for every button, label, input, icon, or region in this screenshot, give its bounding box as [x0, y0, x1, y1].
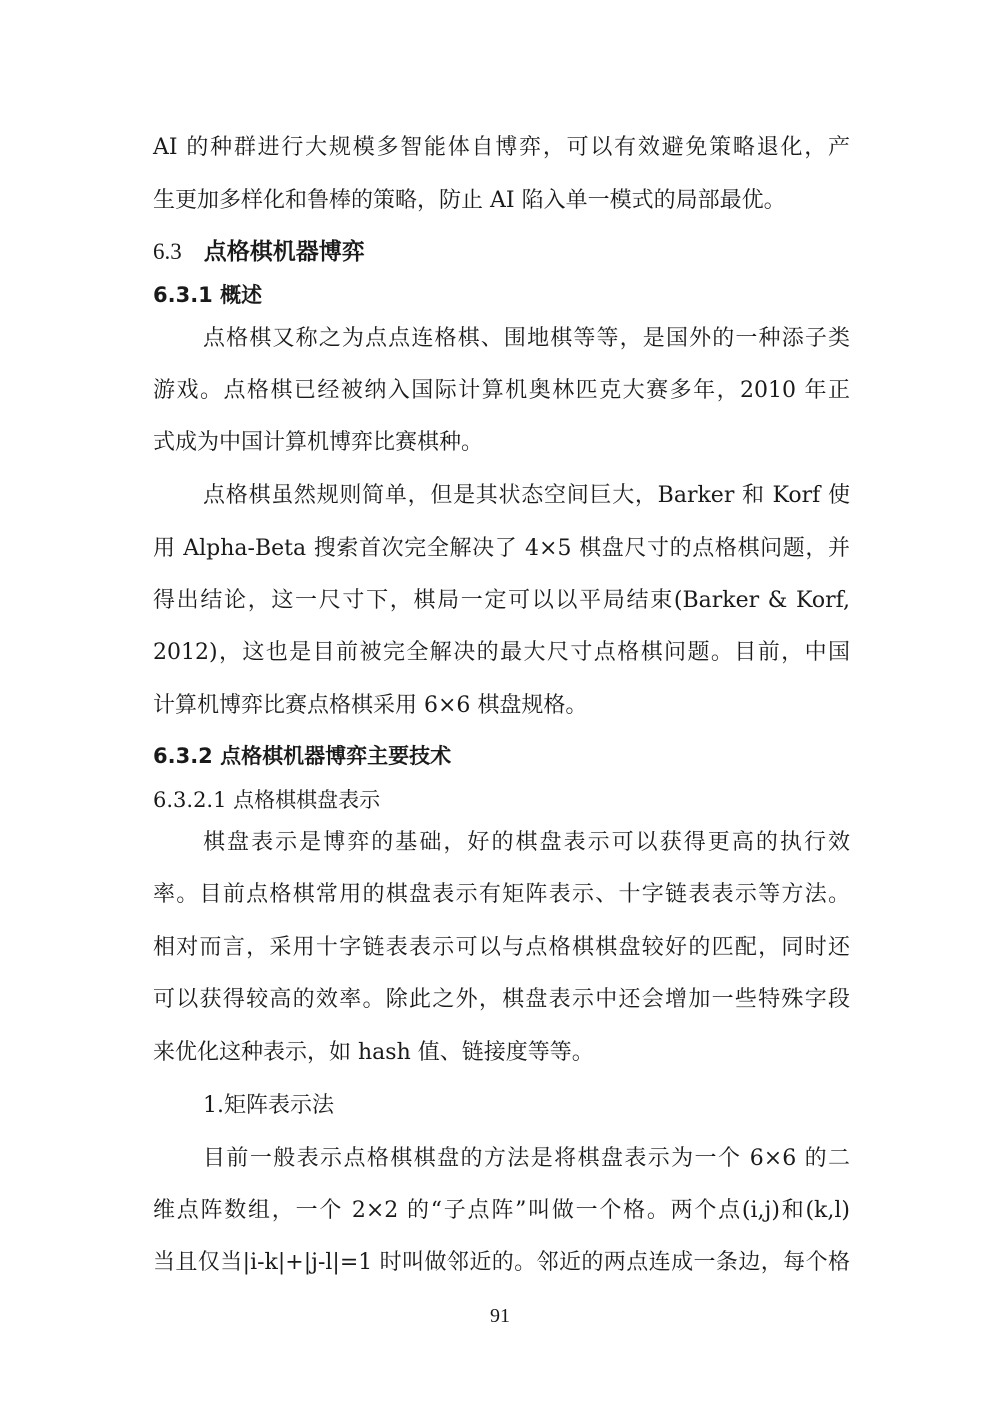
subsection-heading-overview: 6.3.1 概述 [153, 283, 263, 307]
body-text-line: 当且仅当|i-k|+|j-l|=1 时叫做邻近的。邻近的两点连成一条边，每个格 [153, 1250, 850, 1275]
body-text-line: 计算机博弈比赛点格棋采用 6×6 棋盘规格。 [153, 693, 588, 718]
body-text-line: 2012)，这也是目前被完全解决的最大尺寸点格棋问题。目前，中国 [153, 640, 850, 665]
body-text-line: 维点阵数组，一个 2×2 的“子点阵”叫做一个格。两个点(i,j)和(k,l) [153, 1198, 850, 1223]
body-text-line: 游戏。点格棋已经被纳入国际计算机奥林匹克大赛多年，2010 年正 [153, 378, 850, 403]
subsubsection-heading-board: 6.3.2.1 点格棋棋盘表示 [153, 788, 381, 812]
body-text-line: AI 的种群进行大规模多智能体自博弈，可以有效避免策略退化，产 [153, 135, 850, 160]
body-text-line: 点格棋虽然规则简单，但是其状态空间巨大，Barker 和 Korf 使 [203, 483, 850, 508]
body-text-line: 率。目前点格棋常用的棋盘表示有矩阵表示、十字链表表示等方法。 [153, 882, 850, 907]
subsection-heading-techniques: 6.3.2 点格棋机器博弈主要技术 [153, 744, 452, 768]
body-text-line: 生更加多样化和鲁棒的策略，防止 AI 陷入单一模式的局部最优。 [153, 188, 786, 213]
body-text-line: 可以获得较高的效率。除此之外，棋盘表示中还会增加一些特殊字段 [153, 987, 850, 1012]
section-number: 6.3 [153, 239, 182, 264]
body-text-line: 来优化这种表示，如 hash 值、链接度等等。 [153, 1040, 594, 1065]
section-heading [153, 236, 365, 268]
page-number: 91 [490, 1305, 510, 1327]
body-text-line: 相对而言，采用十字链表表示可以与点格棋棋盘较好的匹配，同时还 [153, 935, 850, 960]
body-text-line: 点格棋又称之为点点连格棋、围地棋等等，是国外的一种添子类 [203, 326, 850, 351]
body-text-line: 式成为中国计算机博弈比赛棋种。 [153, 430, 484, 455]
body-text-line: 目前一般表示点格棋棋盘的方法是将棋盘表示为一个 6×6 的二 [203, 1146, 850, 1171]
body-text-line: 用 Alpha-Beta 搜索首次完全解决了 4×5 棋盘尺寸的点格棋问题，并 [153, 536, 850, 561]
body-text-line: 棋盘表示是博弈的基础，好的棋盘表示可以获得更高的执行效 [203, 830, 850, 855]
section-title: 点格棋机器博弈 [203, 239, 365, 265]
body-text-line: 得出结论，这一尺寸下，棋局一定可以以平局结束(Barker & Korf, [153, 588, 850, 613]
list-item-matrix: 1.矩阵表示法 [203, 1093, 334, 1118]
